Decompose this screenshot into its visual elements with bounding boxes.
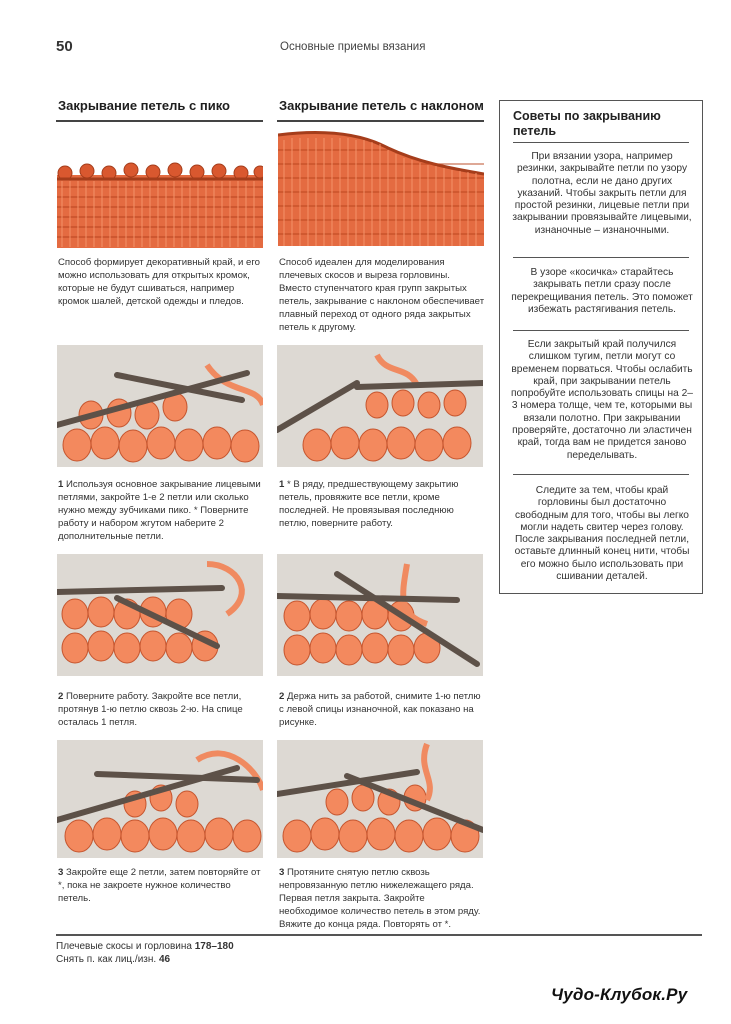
picot-step1-illustration — [57, 345, 263, 467]
tip-item: Если закрытый край получился слишком тугим, петли могут со временем порваться. Чтобы ослабить край, при закрывании петель попробуйте использовать спицы на 2–3 номера толще, чем те, которыми вы вязали полотно. При закрывании проверяйте, достаточно ли эластичен край, тогда вам не придется заново переделывать. — [511, 339, 693, 461]
sloped-step3-caption — [279, 866, 485, 931]
tips-divider — [513, 330, 689, 331]
sloped-bind-off-title: Закрывание петель с наклоном — [279, 98, 484, 113]
footer-cross-ref-2 — [56, 954, 170, 965]
cross-ref-pages: 46 — [158, 954, 171, 965]
picot-edge-photo — [57, 145, 263, 248]
cross-ref-pages: 178–180 — [194, 941, 234, 952]
tips-title: Советы по закрыванию петель — [513, 109, 661, 138]
tip-item: Следите за тем, чтобы край горловины был достаточно свободным для того, чтобы вы легко могли надеть свитер через голову. После закрывания последней петли, оставьте длинный конец нити, чтобы его можно было использовать при сшивании деталей. — [514, 485, 690, 583]
title-rule — [56, 120, 263, 122]
picot-intro-text: Способ формирует декоративный край, и его можно использовать для открытых кромок, которые не будут сшиваться, например кромок шалей, детской одежды и пледов. — [58, 257, 261, 307]
picot-bind-off-title: Закрывание петель с пико — [58, 98, 230, 113]
step-number: 2 — [58, 691, 64, 702]
sloped-intro-text: Способ идеален для моделирования плечевых скосов и выреза горловины. Вместо ступенчатого края групп закрытых петель, закрывание с наклоном обеспечивает плавный переход от одного ряда закрытых петель к другому. — [279, 257, 485, 333]
cross-ref-text: Снять п. как лиц./изн. — [56, 954, 159, 965]
step-text: Держа нить за работой, снимите 1-ю петлю с левой спицы изнаночной, как показано на рисунке. — [279, 691, 481, 728]
tips-divider — [513, 257, 689, 258]
footer-cross-ref-1 — [56, 941, 234, 952]
sloped-step1-illustration — [277, 345, 483, 467]
step-text: Поверните работу. Закройте все петли, протянув 1-ю петлю сквозь 2-ю. На спице осталась 1 петля. — [58, 691, 243, 728]
step-text: Закройте еще 2 петли, затем повторяйте от *, пока не закроете нужное количество петель. — [58, 867, 261, 904]
step-number: 3 — [279, 867, 285, 878]
sloped-step2-caption — [279, 690, 485, 729]
picot-step2-illustration — [57, 554, 263, 676]
sloped-edge-photo — [278, 130, 484, 246]
picot-step3-illustration — [57, 740, 263, 858]
page-number: 50 — [56, 38, 73, 55]
step-number: 1 — [279, 479, 285, 490]
step-number: 3 — [58, 867, 64, 878]
sloped-step3-illustration — [277, 740, 483, 858]
step-text: Используя основное закрывание лицевыми петлями, закройте 1-е 2 петли или сколько нужно между зубчиками пико. * Поверните работу и набором жгутом наберите 2 дополнительные петли. — [58, 479, 261, 542]
running-title: Основные приемы вязания — [280, 41, 426, 53]
sloped-step1-caption — [279, 478, 485, 530]
cross-ref-text: Плечевые скосы и горловина — [56, 941, 195, 952]
tip-item: При вязании узора, например резинки, закрывайте петли по узору полотна, если не дано других указаний. Чтобы закрыть петли для простой резинки, лицевые петли при закрывании провязывайте лицевыми, изнаночные – изнаночными. — [512, 151, 692, 236]
tips-box — [499, 100, 703, 594]
picot-step1-caption — [58, 478, 264, 543]
picot-step3-caption — [58, 866, 264, 905]
step-number: 2 — [279, 691, 285, 702]
title-rule — [277, 120, 484, 122]
tips-divider — [513, 142, 689, 143]
tips-divider — [513, 474, 689, 475]
tip-item: В узоре «косичка» старайтесь закрывать петли сразу после перекрещивания петель. Это поможет избежать растягивания петель. — [511, 267, 693, 315]
step-number: 1 — [58, 479, 64, 490]
footer-rule — [56, 934, 702, 936]
step-text: * В ряду, предшествующему закрытию петель, провяжите все петли, кроме последней. Не провязывая последнюю петлю, поверните работу. — [279, 479, 459, 529]
sloped-step2-illustration — [277, 554, 483, 676]
picot-step2-caption — [58, 690, 264, 729]
step-text: Протяните снятую петлю сквозь непровязанную петлю нижележащего ряда. Первая петля закрыта. Закройте необходимое количество петель в этом ряду. Вяжите до конца ряда. Повторять от *. — [279, 867, 481, 930]
site-watermark: Чудо-Клубок.Ру — [551, 985, 688, 1004]
